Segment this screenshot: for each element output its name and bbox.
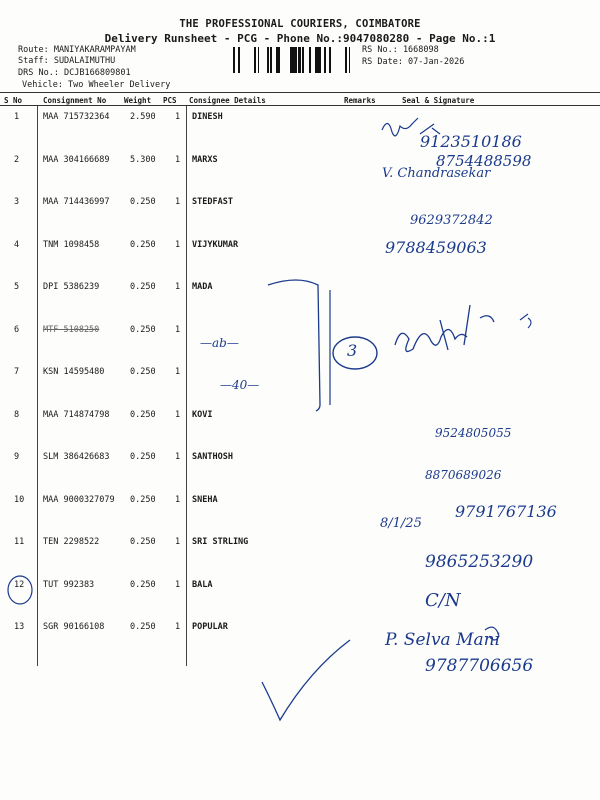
row-pcs: 1 — [175, 154, 181, 165]
row-consignee: KOVI — [192, 409, 213, 420]
handwritten-phone: 9865253290 — [425, 552, 534, 572]
handwritten-phone: 9629372842 — [410, 213, 493, 228]
rs-number: RS No.: 1668098 — [362, 45, 439, 55]
row-weight: 0.250 — [130, 367, 156, 377]
handwritten-phone: 8870689026 — [425, 468, 502, 482]
company-title: THE PROFESSIONAL COURIERS, COIMBATORE — [179, 18, 421, 30]
row-consignee: MADA — [192, 282, 213, 292]
row-sno: 10 — [14, 494, 25, 505]
row-sno: 9 — [14, 452, 20, 462]
row-weight: 0.250 — [130, 494, 156, 505]
row-sno: 6 — [14, 324, 20, 335]
row-weight: 0.250 — [130, 579, 156, 590]
row-consignee: SNEHA — [192, 494, 218, 505]
row-weight: 0.250 — [130, 452, 156, 462]
row-sno: 13 — [14, 622, 25, 632]
row-consignment-no: MAA 714436997 — [43, 197, 110, 207]
staff-label: Staff: SUDALAIMUTHU — [18, 56, 116, 66]
row-sno: 7 — [14, 367, 20, 377]
handwritten-phone: 9787706656 — [425, 656, 534, 676]
col-weight: Weight — [124, 96, 152, 105]
row-consignment-no: MTF 5108250 — [43, 324, 100, 335]
row-sno: 11 — [14, 537, 25, 547]
row-weight: 0.250 — [130, 409, 156, 420]
row-pcs: 1 — [175, 239, 181, 250]
row-sno: 12 — [14, 579, 25, 590]
rs-date: RS Date: 07-Jan-2026 — [362, 57, 465, 67]
row-pcs: 1 — [175, 282, 181, 292]
row-pcs: 1 — [175, 622, 181, 632]
col-consignment: Consignment No — [43, 96, 107, 105]
col-sno: S No — [4, 96, 23, 105]
row-consignment-no: DPI 5386239 — [43, 282, 100, 292]
row-pcs: 1 — [175, 112, 181, 122]
col-consignee: Consignee Details — [189, 96, 266, 105]
row-pcs: 1 — [175, 324, 181, 335]
runsheet-subtitle: Delivery Runsheet - PCG - Phone No.:9047080280 - Page No.:1 — [104, 32, 496, 45]
row-consignment-no: MAA 714874798 — [43, 409, 110, 420]
row-consignee: SANTHOSH — [192, 452, 233, 462]
row-consignment-no: SGR 90166108 — [43, 622, 105, 632]
row-consignee: STEDFAST — [192, 197, 233, 207]
row-sno: 8 — [14, 409, 20, 420]
row-pcs: 1 — [175, 579, 181, 590]
row-sno: 5 — [14, 282, 20, 292]
handwritten-name: P. Selva Mani — [385, 630, 501, 650]
col-seal-signature: Seal & Signature — [402, 96, 475, 105]
row-consignment-no: SLM 386426683 — [43, 452, 110, 462]
row-consignment-no: KSN 14595480 — [43, 367, 105, 377]
row-sno: 2 — [14, 154, 20, 165]
row-consignment-no: MAA 304166689 — [43, 154, 110, 165]
handwritten-mark: —40— — [220, 378, 260, 392]
row-pcs: 1 — [175, 494, 181, 505]
handwritten-mark: C/N — [425, 590, 461, 611]
row-weight: 0.250 — [130, 239, 156, 250]
handwritten-phone: 9123510186 — [420, 132, 522, 151]
col-pcs: PCS — [163, 96, 177, 105]
handwritten-circled-number: 3 — [347, 341, 358, 360]
handwritten-phone: 9791767136 — [455, 502, 557, 521]
row-consignee: DINESH — [192, 112, 223, 122]
row-pcs: 1 — [175, 197, 181, 207]
row-weight: 0.250 — [130, 537, 156, 547]
row-consignee: POPULAR — [192, 622, 228, 632]
row-consignment-no: MAA 9000327079 — [43, 494, 115, 505]
row-pcs: 1 — [175, 537, 181, 547]
row-consignment-no: TEN 2298522 — [43, 537, 100, 547]
row-consignee: VIJYKUMAR — [192, 239, 239, 250]
row-pcs: 1 — [175, 452, 181, 462]
row-weight: 0.250 — [130, 324, 156, 335]
row-weight: 0.250 — [130, 282, 156, 292]
handwritten-phone: 8754488598 — [436, 152, 532, 170]
row-weight: 2.590 — [130, 112, 156, 122]
row-consignment-no: TNM 1098458 — [43, 239, 100, 250]
row-consignee: SRI STRLING — [192, 537, 249, 547]
handwritten-phone: 9524805055 — [435, 426, 512, 440]
row-pcs: 1 — [175, 367, 181, 377]
drs-label: DRS No.: DCJB166809801 — [18, 68, 131, 78]
row-weight: 0.250 — [130, 197, 156, 207]
handwritten-date: 8/1/25 — [380, 516, 422, 531]
vehicle-label: Vehicle: Two Wheeler Delivery — [22, 80, 171, 90]
handwritten-name: V. Chandrasekar — [382, 166, 491, 181]
col-remarks: Remarks — [344, 96, 376, 105]
row-sno: 3 — [14, 197, 20, 207]
route-label: Route: MANIYAKARAMPAYAM — [18, 45, 136, 55]
handwritten-mark: —ab— — [200, 336, 239, 350]
row-consignment-no: TUT 992383 — [43, 579, 95, 590]
row-pcs: 1 — [175, 409, 181, 420]
row-sno: 1 — [14, 112, 20, 122]
handwritten-phone: 9788459063 — [385, 238, 487, 257]
row-weight: 0.250 — [130, 622, 156, 632]
row-sno: 4 — [14, 239, 20, 250]
row-consignee: MARXS — [192, 154, 218, 165]
row-consignment-no: MAA 715732364 — [43, 112, 110, 122]
row-weight: 5.300 — [130, 154, 156, 165]
row-consignee: BALA — [192, 579, 213, 590]
